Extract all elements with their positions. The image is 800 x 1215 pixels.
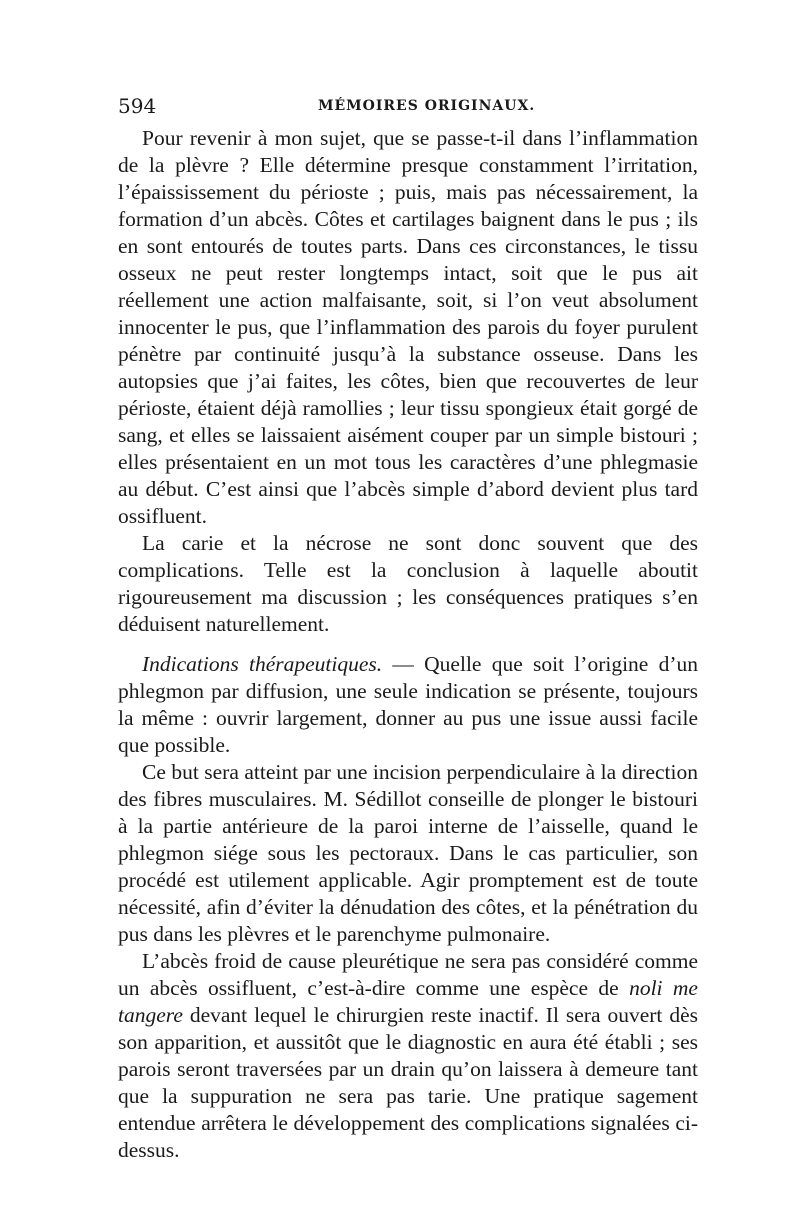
paragraph-2: La carie et la nécrose ne sont donc souvent que des complications. Telle est la conclusion à laquelle aboutit rigoureusement ma discussion ; les conséquences pratiques s’en déduisent naturellement. — [118, 531, 698, 636]
section-heading: Indications thérapeutiques. — [142, 652, 383, 676]
body-text — [118, 125, 698, 1164]
page-header — [118, 94, 698, 124]
running-title: MÉMOIRES ORIGINAUX. — [318, 98, 536, 114]
paragraph-5 — [118, 948, 698, 1164]
paragraph-4: Ce but sera atteint par une incision perpendiculaire à la direction des fibres musculaires. M. Sédillot conseille de plonger le bistouri à la partie antérieure de la paroi interne de l’aisselle, quand le phlegmon siége sous les pectoraux. Dans le cas particulier, son procédé est utilement applicable. Agir promptement est de toute nécessité, afin d’éviter la dénudation des côtes, et la pénétration du pus dans les plèvres et le parenchyme pulmonaire. — [118, 760, 698, 946]
page-number: 594 — [118, 94, 157, 118]
latin-phrase: noli me tangere — [118, 976, 698, 1027]
paragraph-1: Pour revenir à mon sujet, que se passe-t-il dans l’inflammation de la plèvre ? Elle détermine presque constamment l’irritation, l’épaississement du périoste ; puis, mais pas nécessairement, la formation d’un abcès. Côtes et cartilages baignent dans le pus ; ils en sont entourés de toutes parts. Dans ces circonstances, le tissu osseux ne peut rester longtemps intact, soit que le pus ait réellement une action malfaisante, soit, si l’on veut absolument innocenter le pus, que l’inflammation des parois du foyer purulent pénètre par continuité jusqu’à la substance osseuse. Dans les autopsies que j’ai faites, les côtes, bien que recouvertes de leur périoste, étaient déjà ramollies ; leur tissu spongieux était gorgé de sang, et elles se laissaient aisément couper par un simple bistouri ; elles présentaient en un mot tous les caractères d’une phlegmasie au début. C’est ainsi que l’abcès simple d’abord devient plus tard ossifluent. — [118, 126, 698, 528]
paragraph-5-start: L’abcès froid de cause pleurétique ne sera pas considéré comme un abcès ossifluent, c’est-à-dire comme une espèce de — [118, 949, 698, 1000]
paragraph-3 — [118, 651, 698, 759]
paragraph-3-text: — Quelle que soit l’origine d’un phlegmon par diffusion, une seule indication se présente, toujours la même : ouvrir largement, donner au pus une issue aussi facile que possible. — [118, 652, 699, 757]
paragraph-5-end: devant lequel le chirurgien reste inactif. Il sera ouvert dès son apparition, et aussitôt que le diagnostic en aura été établi ; ses parois seront traversées par un drain qu’on laissera à demeure tant que la suppuration ne sera pas tarie. Une pratique sagement entendue arrêtera le développement des complications signalées ci-dessus. — [118, 1003, 698, 1162]
